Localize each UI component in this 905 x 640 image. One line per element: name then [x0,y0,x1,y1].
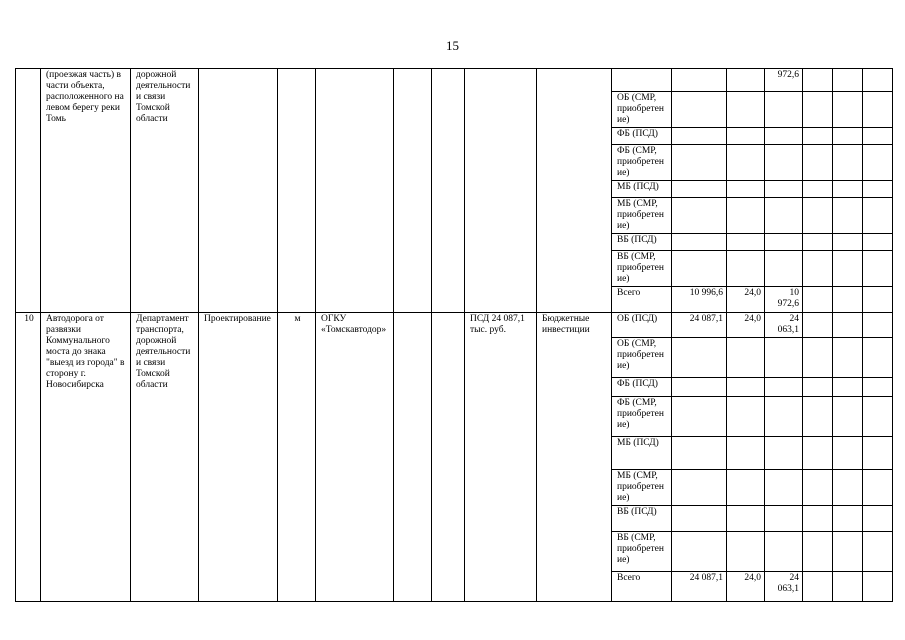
cell-empty [863,145,893,181]
cell-value [765,506,803,532]
cell-empty [863,313,893,338]
cell-empty [432,69,465,313]
cell-value [672,470,727,506]
cell-value [727,181,765,198]
cell-value [727,378,765,397]
cell-value [765,378,803,397]
cell-funding-source: МБ (СМР, приобретение) [612,470,672,506]
cell-empty [863,572,893,602]
cell-value [727,234,765,251]
cell-empty [833,198,863,234]
cell-funding-source: ФБ (ПСД) [612,128,672,145]
cell-empty [863,532,893,572]
cell-empty [863,234,893,251]
cell-value [727,338,765,378]
cell-value: 24 087,1 [672,313,727,338]
cell-developer: ОГКУ «Томскавтодор» [316,313,394,602]
cell-empty [833,234,863,251]
cell-empty [803,145,833,181]
cell-customer: дорожной деятельности и связи Томской области [131,69,199,313]
cell-funding-source: ФБ (ПСД) [612,378,672,397]
cell-cost: ПСД 24 087,1 тыс. руб. [465,313,537,602]
cell-empty [833,572,863,602]
cell-value [672,92,727,128]
cell-empty [863,397,893,437]
cell-empty [803,470,833,506]
cell-empty [833,69,863,92]
cell-funding-source: ФБ (СМР, приобретение) [612,145,672,181]
cell-value: 24 063,1 [765,313,803,338]
program-table [15,68,893,602]
cell-empty [394,313,432,602]
cell-value [672,181,727,198]
table-body [16,69,893,602]
cell-value [765,198,803,234]
cell-funding-source: ФБ (СМР, приобретение) [612,397,672,437]
cell-value [727,397,765,437]
cell-unit: м [278,313,316,602]
cell-stage: Проектирование [199,313,278,602]
cell-empty [863,92,893,128]
cell-empty [833,397,863,437]
cell-empty [833,470,863,506]
cell-value [727,92,765,128]
cell-value [672,532,727,572]
cell-empty [394,69,432,313]
cell-cost [465,69,537,313]
cell-empty [803,287,833,313]
cell-value [765,145,803,181]
cell-empty [863,128,893,145]
cell-customer: Департамент транспорта, дорожной деятельности и связи Томской области [131,313,199,602]
cell-value [765,181,803,198]
cell-value [727,506,765,532]
cell-object-name: Автодорога от развязки Коммунального моста до знака "выезд из города" в сторону г. Новосибирска [41,313,131,602]
cell-empty [863,287,893,313]
cell-empty [863,437,893,470]
cell-value [672,198,727,234]
cell-funding-source: МБ (ПСД) [612,437,672,470]
cell-empty [833,287,863,313]
cell-funding-source: ВБ (СМР, приобретение) [612,251,672,287]
cell-funding-source: МБ (ПСД) [612,181,672,198]
cell-developer [316,69,394,313]
cell-empty [833,338,863,378]
cell-value [765,532,803,572]
cell-empty [833,92,863,128]
cell-value [672,69,727,92]
cell-value [672,145,727,181]
cell-empty [833,145,863,181]
cell-empty [863,198,893,234]
table-row [16,69,893,92]
cell-empty [803,437,833,470]
cell-funding-source: ВБ (ПСД) [612,234,672,251]
cell-empty [833,437,863,470]
cell-empty [833,378,863,397]
cell-value: 24 087,1 [672,572,727,602]
cell-value [672,378,727,397]
cell-value [765,234,803,251]
cell-empty [803,128,833,145]
cell-value [765,338,803,378]
cell-number [16,69,41,313]
cell-empty [803,234,833,251]
cell-empty [803,69,833,92]
cell-empty [803,181,833,198]
cell-empty [803,572,833,602]
cell-value [727,145,765,181]
cell-empty [803,251,833,287]
cell-value [765,470,803,506]
cell-value [765,92,803,128]
cell-empty [863,338,893,378]
cell-empty [803,92,833,128]
cell-empty [803,397,833,437]
cell-empty [863,181,893,198]
cell-value [765,128,803,145]
cell-value [672,234,727,251]
cell-value [765,437,803,470]
cell-value [727,198,765,234]
cell-value: 24,0 [727,287,765,313]
cell-value [672,397,727,437]
cell-value: 24,0 [727,572,765,602]
cell-value [727,470,765,506]
cell-value [765,397,803,437]
cell-value [672,128,727,145]
cell-funding-source: Всего [612,572,672,602]
cell-value [672,338,727,378]
cell-empty [833,532,863,572]
cell-empty [863,69,893,92]
cell-empty [803,506,833,532]
cell-empty [833,251,863,287]
cell-funding-source: ОБ (СМР, приобретение) [612,338,672,378]
table-row [16,313,893,338]
page-number: 15 [446,38,459,53]
cell-financing-form [537,69,612,313]
cell-funding-source: Всего [612,287,672,313]
cell-empty [863,251,893,287]
cell-empty [833,181,863,198]
cell-value: 10 996,6 [672,287,727,313]
cell-value: 24 063,1 [765,572,803,602]
cell-value: 972,6 [765,69,803,92]
cell-funding-source: ВБ (ПСД) [612,506,672,532]
cell-number: 10 [16,313,41,602]
cell-value [672,251,727,287]
cell-empty [803,378,833,397]
cell-funding-source: ОБ (ПСД) [612,313,672,338]
cell-value [765,251,803,287]
cell-value: 10 972,6 [765,287,803,313]
cell-value [727,128,765,145]
cell-empty [803,313,833,338]
cell-financing-form: Бюджетные инвестиции [537,313,612,602]
cell-funding-source: ВБ (СМР, приобретение) [612,532,672,572]
cell-empty [863,470,893,506]
cell-empty [863,378,893,397]
cell-empty [803,198,833,234]
cell-empty [803,532,833,572]
cell-unit [278,69,316,313]
cell-object-name: (проезжая часть) в части объекта, расположенного на левом берегу реки Томь [41,69,131,313]
cell-funding-source: МБ (СМР, приобретение) [612,198,672,234]
cell-empty [833,313,863,338]
cell-value [672,437,727,470]
cell-empty [833,506,863,532]
cell-value [672,506,727,532]
cell-empty [432,313,465,602]
cell-value [727,437,765,470]
cell-value [727,532,765,572]
cell-value [727,251,765,287]
cell-funding-source [612,69,672,92]
cell-empty [863,506,893,532]
cell-empty [803,338,833,378]
cell-empty [833,128,863,145]
cell-funding-source: ОБ (СМР, приобретение) [612,92,672,128]
cell-stage [199,69,278,313]
cell-value [727,69,765,92]
cell-value: 24,0 [727,313,765,338]
